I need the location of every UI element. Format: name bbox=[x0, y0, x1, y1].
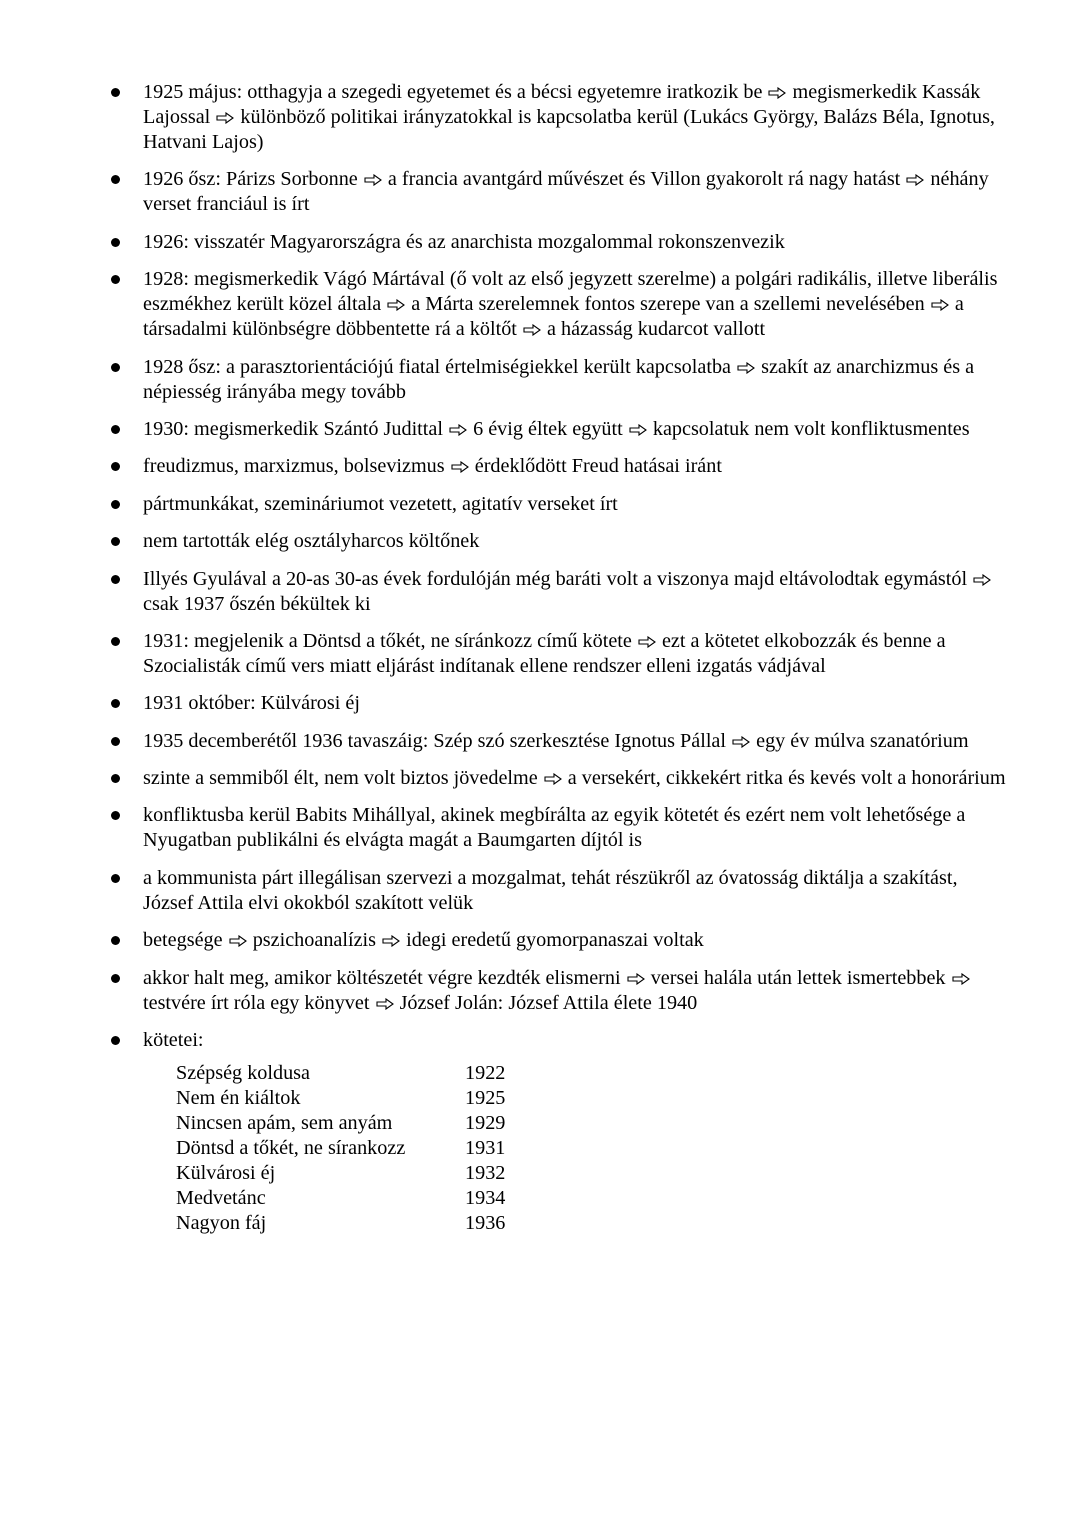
volume-title: Nincsen apám, sem anyám bbox=[176, 1112, 393, 1135]
volume-title: Nem én kiáltok bbox=[176, 1087, 301, 1110]
bullet-dot-icon bbox=[111, 537, 120, 546]
volume-year: 1936 bbox=[465, 1212, 506, 1235]
list-item-text: versei halála után lettek ismertebbek bbox=[650, 966, 946, 989]
bullet-dot-icon bbox=[111, 425, 120, 434]
right-arrow-icon bbox=[523, 324, 541, 336]
right-arrow-icon bbox=[627, 973, 645, 985]
list-item-text: 1935 decemberétől 1936 tavaszáig: Szép szó szerkesztése Ignotus Pállal bbox=[143, 729, 727, 752]
list-item bbox=[0, 866, 1080, 916]
list-item-text: akkor halt meg, amikor költészetét végre kezdték elismerni bbox=[143, 966, 621, 989]
volume-title: Külvárosi éj bbox=[176, 1162, 276, 1185]
list-item-text: freudizmus, marxizmus, bolsevizmus bbox=[143, 455, 445, 478]
list-item-text: idegi eredetű gyomorpanaszai voltak bbox=[406, 929, 704, 952]
list-item-text: érdeklődött Freud hatásai iránt bbox=[474, 455, 722, 478]
list-item bbox=[0, 629, 1080, 679]
table-row bbox=[176, 1136, 505, 1161]
right-arrow-icon bbox=[216, 112, 234, 124]
list-item bbox=[0, 729, 1080, 754]
list-item bbox=[0, 80, 1080, 155]
list-item bbox=[0, 417, 1080, 442]
list-item-volumes bbox=[0, 1028, 1080, 1236]
list-item-text: 1928 ősz: a parasztorientációjú fiatal értelmiségiekkel került kapcsolatba bbox=[143, 355, 732, 378]
list-item-text: nem tartották elég osztályharcos költőnek bbox=[143, 530, 480, 553]
right-arrow-icon bbox=[768, 87, 786, 99]
right-arrow-icon bbox=[952, 973, 970, 985]
list-item-text: csak 1937 őszén békültek ki bbox=[143, 592, 371, 615]
right-arrow-icon bbox=[973, 574, 991, 586]
list-item-text: szakít az anarchizmus és a népiesség irányába megy tovább bbox=[143, 355, 975, 403]
list-item-text: József Jolán: József Attila élete 1940 bbox=[399, 991, 698, 1014]
right-arrow-icon bbox=[387, 299, 405, 311]
list-item bbox=[0, 803, 1080, 853]
volumes-label: kötetei: bbox=[143, 1029, 204, 1052]
right-arrow-icon bbox=[906, 174, 924, 186]
table-row bbox=[176, 1186, 505, 1211]
biography-list bbox=[0, 80, 1080, 1248]
volume-year: 1922 bbox=[465, 1062, 506, 1085]
list-item-text: a kommunista párt illegálisan szervezi a mozgalmat, tehát részükről az óvatosság diktálja a szakítást, József Attila elvi okokból szakított velük bbox=[143, 866, 958, 914]
volume-year: 1925 bbox=[465, 1087, 506, 1110]
bullet-dot-icon bbox=[111, 462, 120, 471]
bullet-dot-icon bbox=[111, 238, 120, 247]
list-item-text: szinte a semmiből élt, nem volt biztos jövedelme bbox=[143, 767, 538, 790]
bullet-dot-icon bbox=[111, 936, 120, 945]
list-item-text: a társadalmi különbségre döbbentette rá a költőt bbox=[143, 293, 964, 341]
right-arrow-icon bbox=[364, 174, 382, 186]
list-item-text: testvére írt róla egy könyvet bbox=[143, 991, 370, 1014]
list-item bbox=[0, 355, 1080, 405]
list-item bbox=[0, 230, 1080, 255]
list-item-text: 1931 október: Külvárosi éj bbox=[143, 692, 360, 715]
volume-year: 1931 bbox=[465, 1137, 506, 1160]
volume-title: Nagyon fáj bbox=[176, 1212, 267, 1235]
list-item-text: betegsége bbox=[143, 929, 223, 952]
list-item-text: 1926: visszatér Magyarországra és az anarchista mozgalommal rokonszenvezik bbox=[143, 230, 785, 253]
bullet-dot-icon bbox=[111, 1036, 120, 1045]
list-item bbox=[0, 567, 1080, 617]
list-item-text: 6 évig éltek együtt bbox=[473, 417, 623, 440]
volume-year: 1934 bbox=[465, 1187, 506, 1210]
list-item bbox=[0, 766, 1080, 791]
list-item-text: a versekért, cikkekért ritka és kevés volt a honorárium bbox=[567, 767, 1006, 790]
bullet-dot-icon bbox=[111, 500, 120, 509]
table-row bbox=[176, 1111, 505, 1136]
volume-year: 1929 bbox=[465, 1112, 506, 1135]
right-arrow-icon bbox=[451, 461, 469, 473]
right-arrow-icon bbox=[382, 935, 400, 947]
list-item-text: pártmunkákat, szemináriumot vezetett, agitatív verseket írt bbox=[143, 492, 618, 515]
table-row bbox=[176, 1061, 505, 1086]
list-item-text: Illyés Gyulával a 20-as 30-as évek fordulóján még baráti volt a viszonya majd eltávolodtak egymástól bbox=[143, 567, 968, 590]
right-arrow-icon bbox=[376, 998, 394, 1010]
list-item bbox=[0, 691, 1080, 716]
list-item-text: 1925 május: otthagyja a szegedi egyetemet és a bécsi egyetemre iratkozik be bbox=[143, 81, 763, 103]
list-item-text: különböző politikai irányzatokkal is kapcsolatba kerül (Lukács György, Balázs Béla, Ignotus, Hatvani Lajos) bbox=[143, 106, 995, 153]
list-item-text: konfliktusba kerül Babits Mihállyal, akinek megbírálta az egyik kötetét és ezért nem volt lehetősége a Nyugatban publikálni és elvágta magát a Baumgarten díjtól is bbox=[143, 804, 966, 852]
list-item-text: egy év múlva szanatórium bbox=[756, 729, 969, 752]
volume-title: Medvetánc bbox=[176, 1187, 266, 1210]
bullet-dot-icon bbox=[111, 811, 120, 820]
volume-title: Szépség koldusa bbox=[176, 1062, 310, 1085]
list-item-text: pszichoanalízis bbox=[252, 929, 377, 952]
list-item-text: megismerkedik Kassák Lajossal bbox=[143, 81, 981, 128]
list-item bbox=[0, 928, 1080, 953]
right-arrow-icon bbox=[737, 362, 755, 374]
table-row bbox=[176, 1211, 505, 1236]
right-arrow-icon bbox=[544, 773, 562, 785]
right-arrow-icon bbox=[732, 736, 750, 748]
bullet-dot-icon bbox=[111, 175, 120, 184]
volume-year: 1932 bbox=[465, 1162, 506, 1185]
bullet-dot-icon bbox=[111, 88, 120, 97]
list-item-text: 1930: megismerkedik Szántó Judittal bbox=[143, 417, 443, 440]
right-arrow-icon bbox=[931, 299, 949, 311]
list-item-text: 1926 ősz: Párizs Sorbonne bbox=[143, 168, 358, 191]
list-item-text: a francia avantgárd művészet és Villon gyakorolt rá nagy hatást bbox=[387, 168, 901, 191]
bullet-dot-icon bbox=[111, 874, 120, 883]
volume-title: Döntsd a tőkét, ne sírankozz bbox=[176, 1137, 406, 1160]
list-item bbox=[0, 454, 1080, 479]
list-item-text: a Márta szerelemnek fontos szerepe van a szellemi nevelésében bbox=[411, 293, 925, 316]
list-item bbox=[0, 529, 1080, 554]
volumes-table bbox=[176, 1061, 505, 1236]
list-item-text: kapcsolatuk nem volt konfliktusmentes bbox=[652, 417, 970, 440]
right-arrow-icon bbox=[638, 636, 656, 648]
bullet-dot-icon bbox=[111, 774, 120, 783]
list-item bbox=[0, 966, 1080, 1016]
table-row bbox=[176, 1161, 505, 1186]
list-item-text: 1928: megismerkedik Vágó Mártával (ő volt az első jegyzett szerelme) a polgári radikális, illetve liberális eszmékhez került közel általa bbox=[143, 268, 998, 316]
bullet-dot-icon bbox=[111, 699, 120, 708]
list-item-text: ezt a kötetet elkobozzák és benne a Szocialisták című vers miatt eljárást indítanak ellene rendszer elleni izgatás vádjával bbox=[143, 629, 946, 677]
bullet-dot-icon bbox=[111, 737, 120, 746]
list-item bbox=[0, 167, 1080, 217]
bullet-dot-icon bbox=[111, 275, 120, 284]
right-arrow-icon bbox=[629, 424, 647, 436]
bullet-dot-icon bbox=[111, 575, 120, 584]
right-arrow-icon bbox=[229, 935, 247, 947]
bullet-dot-icon bbox=[111, 363, 120, 372]
list-item bbox=[0, 492, 1080, 517]
bullet-dot-icon bbox=[111, 974, 120, 983]
right-arrow-icon bbox=[449, 424, 467, 436]
list-item-text: a házasság kudarcot vallott bbox=[547, 318, 766, 341]
bullet-dot-icon bbox=[111, 637, 120, 646]
list-item-text: néhány verset franciául is írt bbox=[143, 168, 989, 216]
list-item bbox=[0, 267, 1080, 342]
table-row bbox=[176, 1086, 505, 1111]
list-item-text: 1931: megjelenik a Döntsd a tőkét, ne síránkozz című kötete bbox=[143, 629, 632, 652]
